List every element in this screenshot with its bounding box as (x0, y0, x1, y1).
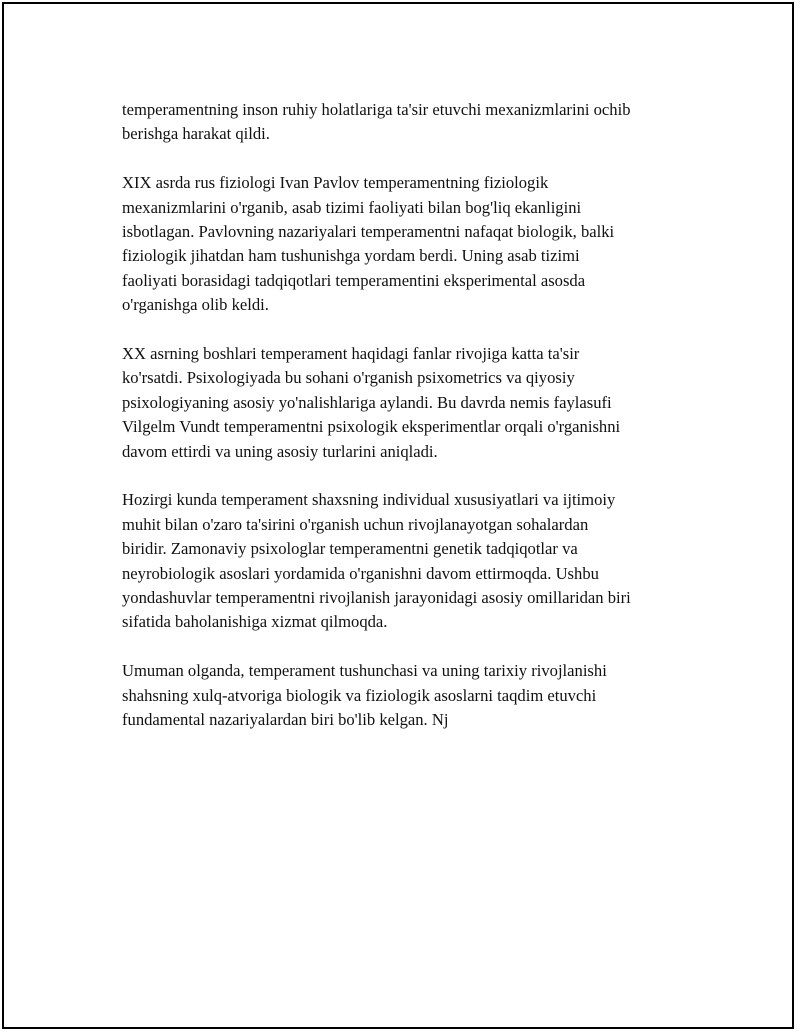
text-line: berishga harakat qildi. (122, 124, 270, 144)
paragraph-3 (122, 342, 697, 464)
text-line: sifatida baholanishiga xizmat qilmoqda. (122, 612, 388, 632)
paragraph-1 (122, 98, 697, 147)
paragraph-4 (122, 488, 697, 634)
text-line: shahsning xulq-atvoriga biologik va fiziologik asoslarni taqdim etuvchi (122, 685, 597, 705)
text-line: XIX asrda rus fiziologi Ivan Pavlov temperamentning fiziologik (122, 173, 549, 193)
text-line: isbotlagan. Pavlovning nazariyalari temperamentni nafaqat biologik, balki (122, 222, 615, 242)
text-line: fiziologik jihatdan ham tushunishga yordam berdi. Uning asab tizimi (122, 246, 580, 266)
text-line: Umuman olganda, temperament tushunchasi va uning tarixiy rivojlanishi (122, 661, 607, 681)
text-line: fundamental nazariyalardan biri bo'lib kelgan. Nj (122, 710, 449, 730)
text-line: mexanizmlarini o'rganib, asab tizimi faoliyati bilan bog'liq ekanligini (122, 197, 582, 217)
text-line: XX asrning boshlari temperament haqidagi fanlar rivojiga katta ta'sir (122, 344, 580, 364)
document-page (2, 2, 794, 1029)
text-line: biridir. Zamonaviy psixologlar temperamentni genetik tadqiqotlar va (122, 539, 578, 559)
text-line: davom ettirdi va uning asosiy turlarini aniqladi. (122, 441, 438, 461)
text-line: Vilgelm Vundt temperamentni psixologik eksperimentlar orqali o'rganishni (122, 417, 621, 437)
text-line: muhit bilan o'zaro ta'sirini o'rganish uchun rivojlanayotgan sohalardan (122, 514, 589, 534)
text-line: psixologiyaning asosiy yo'nalishlariga aylandi. Bu davrda nemis faylasufi (122, 392, 612, 412)
text-line: neyrobiologik asoslari yordamida o'rganishni davom ettirmoqda. Ushbu (122, 563, 599, 583)
text-line: ko'rsatdi. Psixologiyada bu sohani o'rganish psixometrics va qiyosiy (122, 368, 575, 388)
text-line: temperamentning inson ruhiy holatlariga ta'sir etuvchi mexanizmlarini ochib (122, 100, 631, 119)
document-body (122, 98, 697, 757)
text-line: Hozirgi kunda temperament shaxsning individual xususiyatlari va ijtimoiy (122, 490, 616, 510)
text-line: o'rganishga olib keldi. (122, 295, 269, 315)
paragraph-2 (122, 171, 697, 317)
paragraph-5 (122, 659, 697, 732)
text-line: yondashuvlar temperamentni rivojlanish jarayonidagi asosiy omillaridan biri (122, 588, 631, 608)
text-line: faoliyati borasidagi tadqiqotlari temperamentini eksperimental asosda (122, 270, 586, 290)
